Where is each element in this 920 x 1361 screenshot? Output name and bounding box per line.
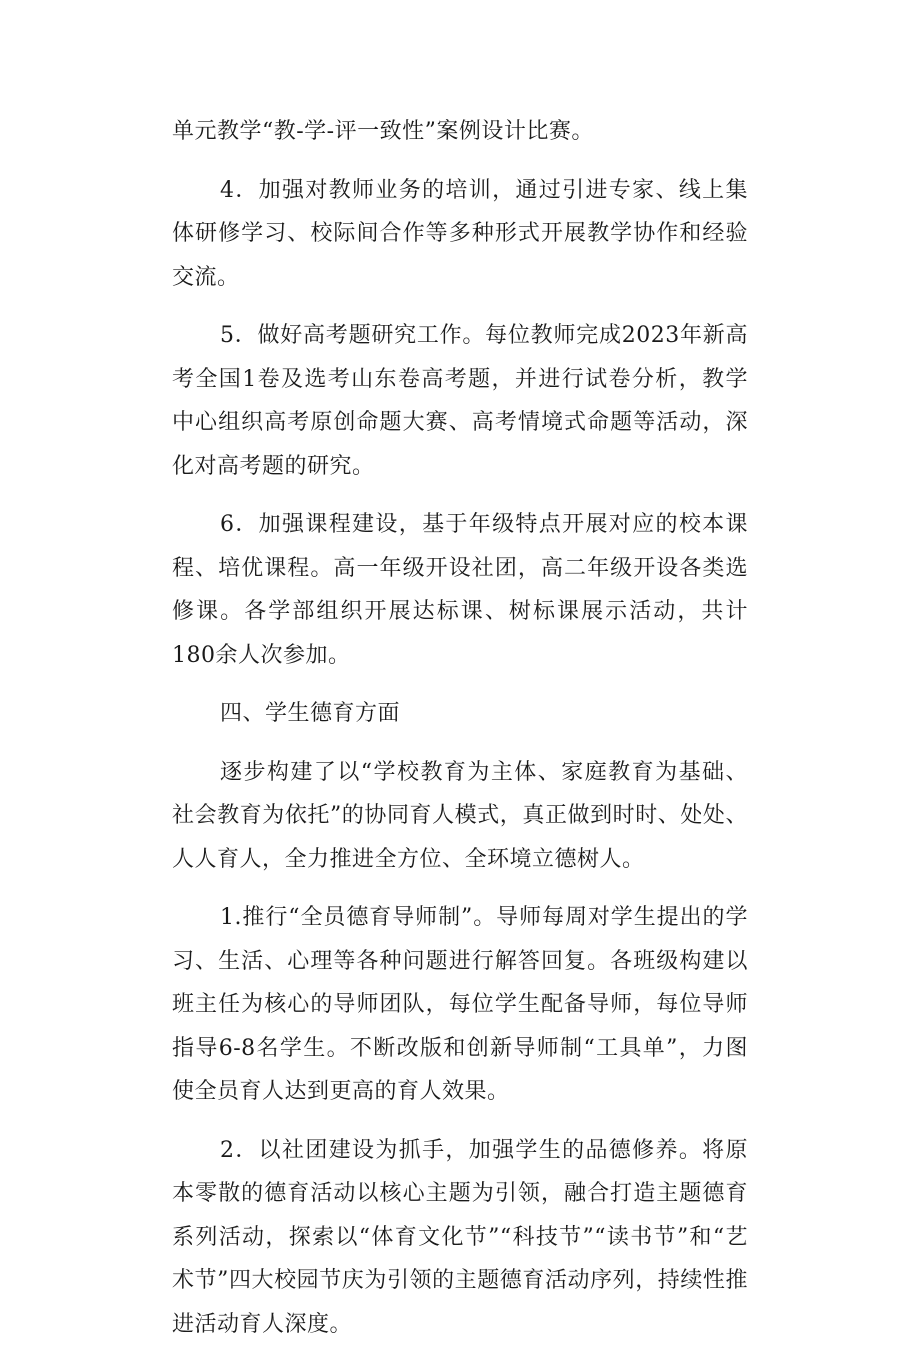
paragraph-unit-teaching-contest: 单元教学“教-学-评一致性”案例设计比赛。 (172, 119, 594, 144)
document-body (172, 110, 748, 1361)
paragraph-mentor-system: 1.推行“全员德育导师制”。导师每周对学生提出的学习、生活、心理等各种问题进行解答回复。各班级构建以班主任为核心的导师团队，每位学生配备导师，每位导师指导6-8名学生。不断改版和创新导师制“工具单”，力图使全员育人达到更高的育人效果。 (172, 905, 748, 1104)
paragraph-exam-research: 5．做好高考题研究工作。每位教师完成2023年新高考全国1卷及选考山东卷高考题，并进行试卷分析，教学中心组织高考原创命题大赛、高考情境式命题等活动，深化对高考题的研究。 (172, 323, 748, 479)
paragraph-collaborative-education: 逐步构建了以“学校教育为主体、家庭教育为基础、社会教育为依托”的协同育人模式，真正做到时时、处处、人人育人，全力推进全方位、全环境立德树人。 (172, 759, 748, 872)
section-heading-moral-education: 四、学生德育方面 (220, 701, 401, 726)
paragraph-curriculum-building: 6．加强课程建设，基于年级特点开展对应的校本课程、培优课程。高一年级开设社团，高二年级开设各类选修课。各学部组织开展达标课、树标课展示活动，共计180余人次参加。 (172, 512, 748, 668)
paragraph-club-building: 2．以社团建设为抓手，加强学生的品德修养。将原本零散的德育活动以核心主题为引领，融合打造主题德育系列活动，探索以“体育文化节”“科技节”“读书节”和“艺术节”四大校园节庆为引领的主题德育活动序列，持续性推进活动育人深度。 (172, 1137, 748, 1337)
paragraph-teacher-training: 4．加强对教师业务的培训，通过引进专家、线上集体研修学习、校际间合作等多种形式开展教学协作和经验交流。 (172, 177, 748, 290)
